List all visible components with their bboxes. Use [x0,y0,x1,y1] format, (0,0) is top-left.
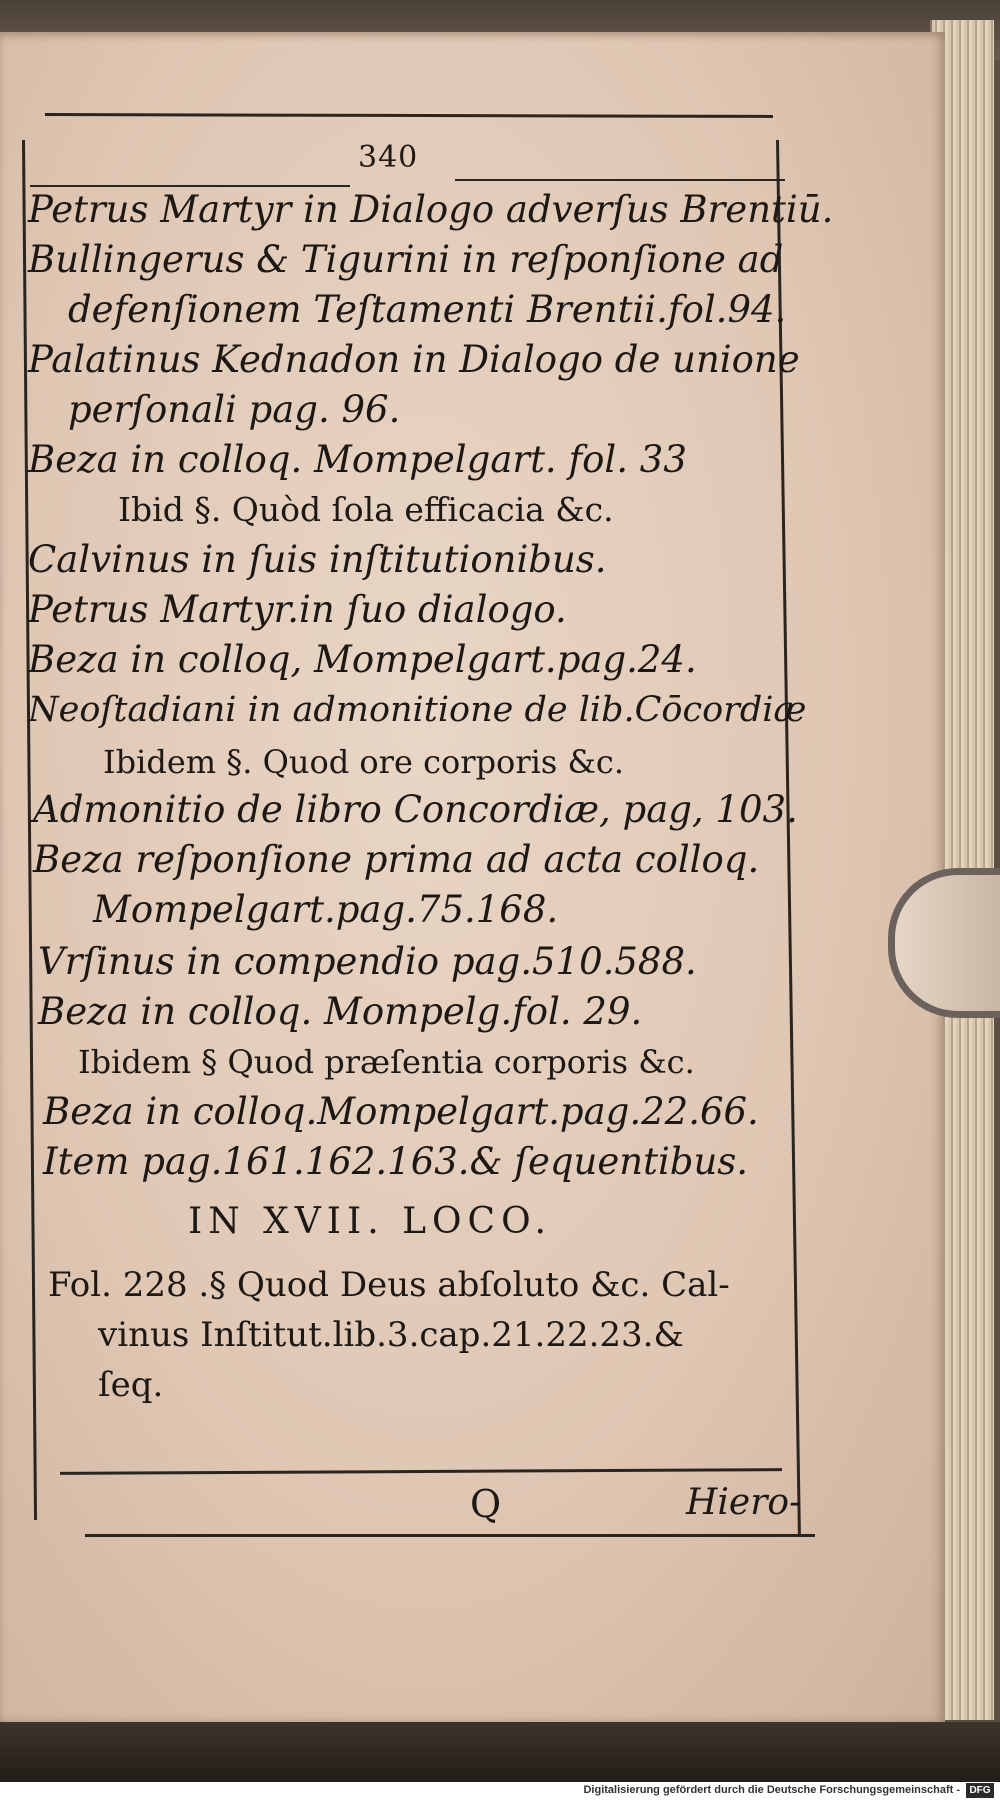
text-line: Admonitio de libro Concordiæ, pag, 103. [33,788,798,831]
text-line: Mompelgart.pag.75.168. [93,888,559,931]
text-line: Petrus Martyr in Dialogo adverſus Brentiū. [28,188,834,231]
text-line: Beza in colloq. Mompelgart. fol. 33 [28,438,687,481]
text-line: Ibid §. Quòd ſola efficacia &c. [118,490,614,529]
text-line: Bullingerus & Tigurini in reſponſione ad [28,238,784,281]
catchword: Hiero- [686,1482,802,1523]
header-rule-right [455,179,785,181]
text-line: Vrſinus in compendio pag.510.588. [38,940,697,983]
text-line: perſonali pag. 96. [68,388,401,431]
text-line: Calvinus in ſuis inſtitutionibus. [28,538,607,581]
signature-mark: Q [470,1482,502,1526]
text-line: defenſionem Teſtamenti Brentii.fol.94. [68,288,787,331]
text-line: Fol. 228 .§ Quod Deus abſoluto &c. Cal- [48,1265,730,1305]
text-line: Palatinus Kednadon in Dialogo de unione [28,338,800,381]
page-number: 340 [358,140,419,175]
scan-background-bottom [0,1722,1000,1782]
text-line: Item pag.161.162.163.& ſequentibus. [43,1140,749,1183]
text-line: Ibidem §. Quod ore corporis &c. [103,743,625,781]
text-line: Beza in colloq. Mompelg.fol. 29. [38,990,643,1033]
header-rule-left [30,185,350,187]
funding-credit: Digitalisierung gefördert durch die Deutsche Forschungsgemeinschaft - [583,1784,960,1796]
text-line: Beza reſponſione prima ad acta colloq. [33,838,760,881]
text-line: Beza in colloq.Mompelgart.pag.22.66. [43,1090,759,1133]
text-line: Neoſtadiani in admonitione de lib.Cōcordiæ [28,690,807,730]
section-heading: IN XVII. LOCO. [188,1201,552,1242]
dfg-logo: DFG [966,1783,994,1798]
text-line: Beza in colloq, Mompelgart.pag.24. [28,638,697,681]
text-line: Ibidem § Quod præſentia corporis &c. [78,1043,695,1081]
text-line: Petrus Martyr.in ſuo dialogo. [28,588,567,631]
text-line: vinus Inſtitut.lib.3.cap.21.22.23.& [98,1315,684,1355]
frame-bottom [85,1534,815,1537]
text-line: ſeq. [98,1365,164,1405]
